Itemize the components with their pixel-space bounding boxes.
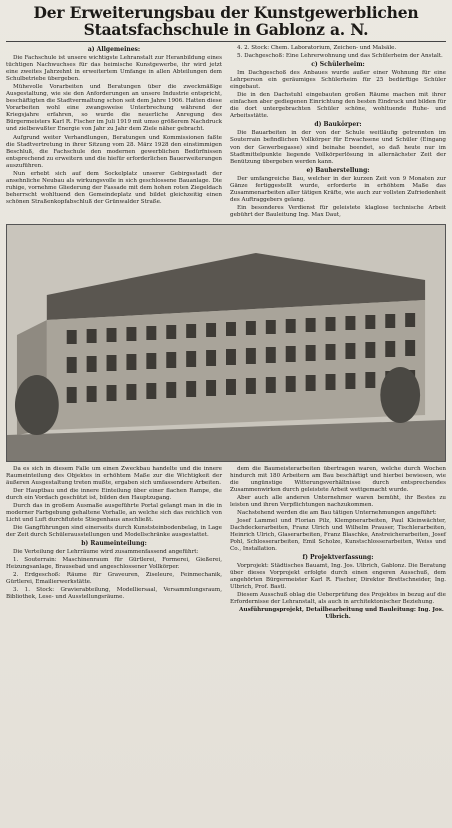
- paragraph: Durch das in großem Ausmaße ausgeführte Portal gelangt man in die in moderner Farbgebung gehaltene Vorhalle, an welche sich das reichlich von Licht und Luft durchflutete Stiegenhaus anschließt.: [6, 502, 222, 523]
- paragraph: Da es sich in diesem Falle um einen Zweckbau handelte und die innere Raumeinteilung des Objektes in erhöhtem Maße zur die Wichtigkeit der äußeren Ausgestaltung treten mußte, ergaben sich umfassendere Arbeiten.: [6, 465, 222, 486]
- paragraph: Diesem Ausschuß oblag die Ueberprüfung des Projektes in bezug auf die Erfordernisse der Lehranstalt, als auch in architektonischer Beziehung.: [230, 591, 446, 605]
- paragraph: Der umfangreiche Bau, welcher in der kurzen Zeit von 9 Monaten zur Gänze fertiggestellt wurde, erforderte in erhöhtem Maße das Zusammenarbeiten aller tätigen Kräfte, wie auch zur vollsten Zufriedenheit des Auftraggebers gelang.: [230, 175, 446, 203]
- paragraph: 5. Dachgeschoß: Eine Lehrerwohnung und das Schülerheim der Anstalt.: [237, 53, 443, 60]
- paragraph: Nun erhebt sich auf dem Sockelplatz unserer Gebirgsstadt der ansehnliche Neubau als wirkungsvolle in sich geschlossene Bauanlage. Die ruhige, vornehme Gliederung der Fassade mit dem hohen roten Ziegeldach beherrscht wohltuend den Gemeindeplatz und bildet gleichzeitig einen schönen Straßenkopfabschluß der Grünwalder Straße.: [6, 170, 222, 205]
- paragraph: Der Hauptbau und die innere Einteilung über einer flachen Rampe, die durch ein Vordach geschützt ist, bilden den Hauptzugang.: [6, 487, 222, 501]
- closing-credit: Ausführungsprojekt, Detailbearbeitung und Bauleitung: Ing. Jos. Ulbrich.: [239, 606, 444, 620]
- article-text: [6, 55, 222, 206]
- building-photo: [6, 224, 446, 462]
- section-heading: b) Raumeinteilung:: [81, 539, 147, 547]
- bottom-columns: [6, 466, 446, 622]
- paragraph: 2. Erdgeschoß: Räume für Graveuren, Ziseleure, Feinmechanik, Gürtlerei, Emailierwerkstätte.: [6, 571, 222, 585]
- section-heading: f) Projektverfassung:: [302, 553, 374, 561]
- paragraph: Josef Lammel und Florian Pilz, Klempnerarbeiten, Paul Kleinwächter, Dachdeckerarbeiten, Franz Ulrich und Wilhelm Prauser, Tischlerarbeiten, Heinrich Ulrich, Glaserarbeiten, Franz Blaschke, Anstreicherarbeiten, Josef Pohl, Schlosserarbeiten, Emil Scholze, Kunstschlosserarbeiten, Weiss und Co., Installation.: [230, 517, 446, 552]
- column-left-bottom: [6, 466, 222, 622]
- paragraph: Vorprojekt: Städtisches Bauamt, Ing. Jos. Ulbrich, Gablonz. Die Beratung über dieses Vorprojekt erfolgte durch einen engeren Ausschuß, dem angehörten Bürgermeister Karl R. Fischer, Direktor Brettschneider, Ing. Ulbrich, Prof. Bastl.: [230, 562, 446, 590]
- paragraph: 4. 2. Stock: Chem. Laboratorium, Zeichen- und Malsäle.: [237, 45, 397, 51]
- school-building-illustration: [7, 225, 445, 461]
- article-text: [6, 466, 222, 539]
- paragraph: Im Dachgeschoß des Anbaues wurde außer einer Wohnung für eine Lehrperson ein geräumiges Schülerheim für 25 bedürftige Schüler eingebaut.: [230, 70, 446, 91]
- paragraph: 1. Souterrain: Maschinenraum für Gürtlerei, Formerei, Gießerei, Heizungsanlage, Brausebad und angeschlossener Vollkörper.: [6, 556, 222, 570]
- headline-rule: [6, 41, 446, 42]
- article-text: [230, 563, 446, 621]
- column-right-bottom: [230, 466, 446, 622]
- article-text: [230, 130, 446, 165]
- article-text: [230, 176, 446, 219]
- paragraph: Aber auch alle anderen Unternehmer waren bemüht, ihr Bestes zu leisten und ihren Verpflichtungen nachzukommen.: [230, 494, 446, 508]
- section-heading: a) Allgemeines:: [87, 46, 141, 53]
- paragraph: Ein besonderes Verdienst für geleistete klaglose technische Arbeit gebührt der Bauleitung Ing. Max Daut,: [230, 204, 446, 218]
- paragraph: Mühevolle Vorarbeiten und Beratungen über die zweckmäßige Ausgestaltung, wie sie den Anforderungen an unsere Industrie entspricht, beschäftigten die Stadtvermaltung schon seit dem Jahre 1906. Hatten diese Vorarbeiten wohl eine zwangsweise Unterbrechung während der Kriegsjahre erfahren, so wurde die neuerliche Anregung des Bürgermeisters Karl R. Fischer im Juli 1919 mit umso größerem Nachdruck und zielbewußter Energie von Jahr zu Jahr dem Ziele näher gebracht.: [6, 84, 222, 133]
- paragraph: Die Bauarbeiten in der von der Schule weitläufig getrennten im Souterrain befindlichen Vollkörper für Erwachsene und Schüler (Eingang von der Gewerbegasse) sind beinahe beendet, so daß heute nur im Stadtmittelpunkte liegende Vollkörperlösung in allernächster Zeit der Benützung übergeben werden kann.: [230, 130, 446, 165]
- paragraph: Die Fachschule ist unsere wichtigste Lehranstalt zur Heranbildung eines tüchtigen Nachwuchses für das heimische Kunstgewerbe, ihr wird jetzt eine zweites Jahrzehnt in erweitertem Umfange in allen Abteilungen dem Schulbetriebe übergeben.: [6, 55, 222, 83]
- column-left-top: [6, 45, 222, 220]
- paragraph: Die in den Dachstuhl eingebauten großen Räume machen mit ihrer einfachen aber gediegenen Einrichtung den besten Eindruck und bilden für die dort untergebrachten Schüler schöne, wohltuende Ruhe- und Arbeitsstätte.: [230, 92, 446, 120]
- article-text: [230, 466, 446, 553]
- top-columns: [6, 45, 446, 220]
- column-right-top: [230, 45, 446, 220]
- paragraph: Aufgrund weiter Verhandlungen, Beratungen und Kommissionen faßte die Stadtvertretung in ihrer Sitzung vom 28. März 1928 den einstimmigen Beschluß, die Fachschule den modernen gewerblichen Bedürfnissen entsprechend zu erweitern und die hiefür erforderlichen Bauerweiterungen auszuführen.: [6, 134, 222, 169]
- section-heading: d) Baukörper:: [314, 121, 362, 129]
- paragraph: dem die Baumeisterarbeiten übertragen waren, welche durch Wochen hindurch mit 180 Arbeitern am Bau beschäftigt und hierbei bewiesen, wie die ungünstige Witterungsverhältnisse durch entsprechendes Zusammenwirken durch geleistete Arbeit wettgemacht wurde.: [230, 465, 446, 493]
- article-text: [230, 45, 446, 60]
- paragraph: 3. 1. Stock: Gravierabteilung, Modelliersaal, Versammlungsraum, Bibliothek, Lese- und Ausstellungsräume.: [6, 586, 222, 600]
- section-heading: e) Bauherstellung:: [306, 166, 370, 174]
- paragraph: Nachstehend werden die am Bau tätigen Unternehmungen angeführt:: [237, 509, 437, 516]
- paragraph: Die Verteilung der Lehrräume wird zusammenfassend angeführt:: [13, 548, 199, 555]
- section-heading: c) Schülerheim:: [311, 61, 365, 69]
- article-text: [6, 549, 222, 601]
- article-text: [230, 70, 446, 120]
- paragraph: Die Gangführungen sind einerseits durch Kunststeinbodenbelag, in Lage der Zeit durch Schülerausstellungen und Modellschränke ausgestattet.: [6, 524, 222, 538]
- headline: Der Erweiterungsbau der Kunstgewerblichen Staatsfachschule in Gablonz a. N.: [33, 3, 419, 39]
